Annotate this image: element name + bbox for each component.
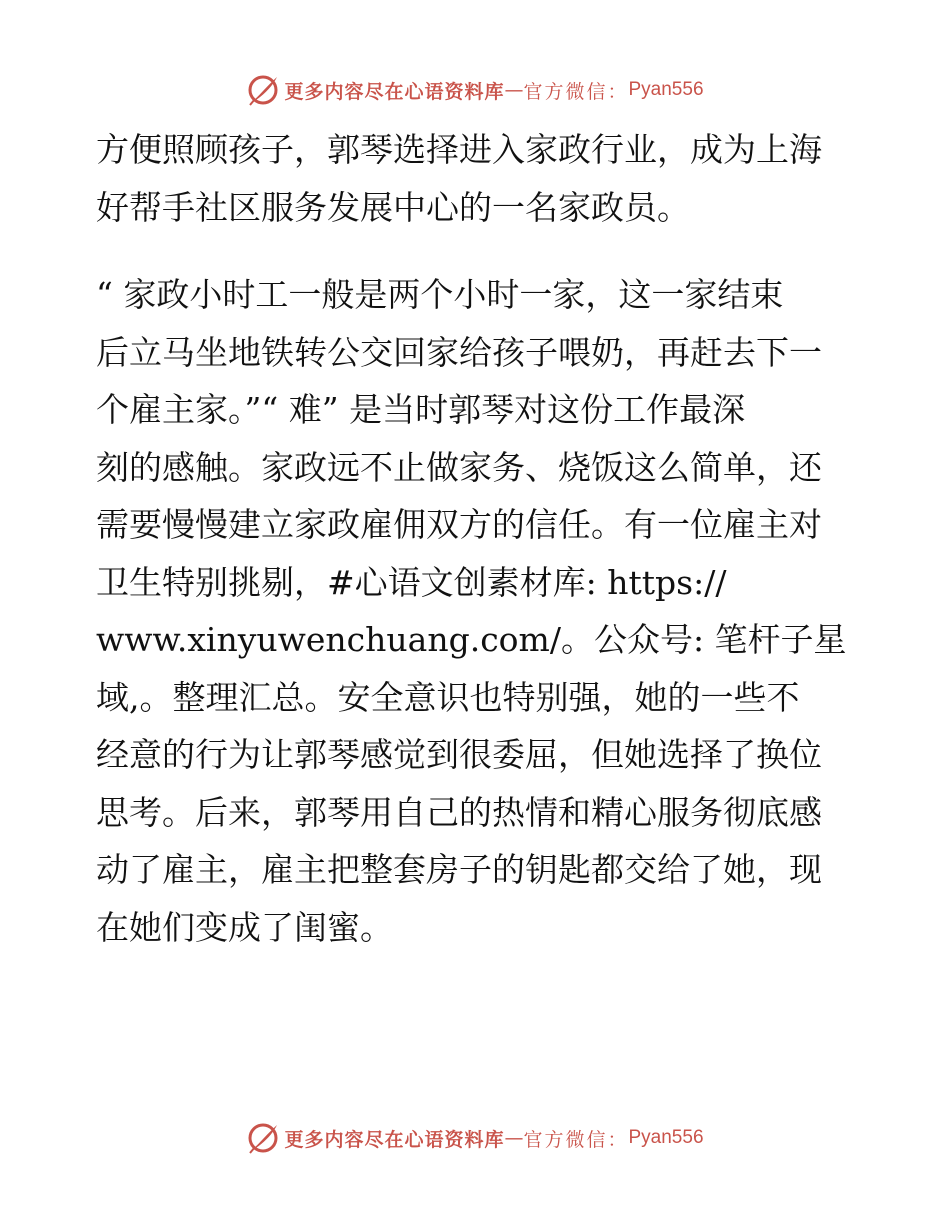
paragraph-gap xyxy=(96,236,856,266)
footer-banner xyxy=(0,1118,950,1158)
quill-circle-logo-icon xyxy=(246,1121,280,1155)
header-banner xyxy=(0,70,950,110)
text-line: 个雇主家。”“ 难” 是当时郭琴对这份工作最深 xyxy=(96,390,746,429)
text-line: 需要慢慢建立家政雇佣双方的信任。有一位雇主对 xyxy=(96,505,822,544)
footer-dash: — xyxy=(504,1127,524,1149)
quill-circle-logo-icon xyxy=(246,73,280,107)
text-line: 方便照顾孩子，郭琴选择进入家政行业，成为上海 xyxy=(96,130,822,169)
text-line: 思考。后来，郭琴用自己的热情和精心服务彻底感 xyxy=(96,792,822,832)
header-brand-text: 更多内容尽在心语资料库 xyxy=(284,80,505,103)
text-line: www.xinyuwenchuang.com/。公众号: 笔杆子星 xyxy=(96,620,847,659)
text-line: 卫生特别挑剔，#心语文创素材库: https:// xyxy=(96,562,727,602)
text-line: 后立马坐地铁转公交回家给孩子喂奶，再赶去下一 xyxy=(96,332,822,372)
footer-brand-text: 更多内容尽在心语资料库 xyxy=(284,1128,505,1151)
text-line: “ 家政小时工一般是两个小时一家，这一家结束 xyxy=(96,275,784,314)
paragraph-1 xyxy=(96,121,856,236)
header-wechat-label: 官方微信： xyxy=(523,80,629,103)
header-wechat-handle: Pyan556 xyxy=(628,79,704,100)
footer-wechat-handle: Pyan556 xyxy=(628,1127,704,1148)
article-body xyxy=(96,121,856,956)
paragraph-2 xyxy=(96,266,856,956)
text-line: 动了雇主，雇主把整套房子的钥匙都交给了她，现 xyxy=(96,850,822,889)
text-line: 在她们变成了闺蜜。 xyxy=(96,907,393,947)
text-line: 刻的感触。家政远不止做家务、烧饭这么简单，还 xyxy=(96,447,822,487)
text-line: 域,。整理汇总。安全意识也特别强，她的一些不 xyxy=(96,677,800,717)
text-line: 经意的行为让郭琴感觉到很委屈，但她选择了换位 xyxy=(96,735,822,774)
text-line: 好帮手社区服务发展中心的一名家政员。 xyxy=(96,187,690,227)
header-dash: — xyxy=(504,79,524,101)
footer-wechat-label: 官方微信： xyxy=(523,1128,629,1151)
